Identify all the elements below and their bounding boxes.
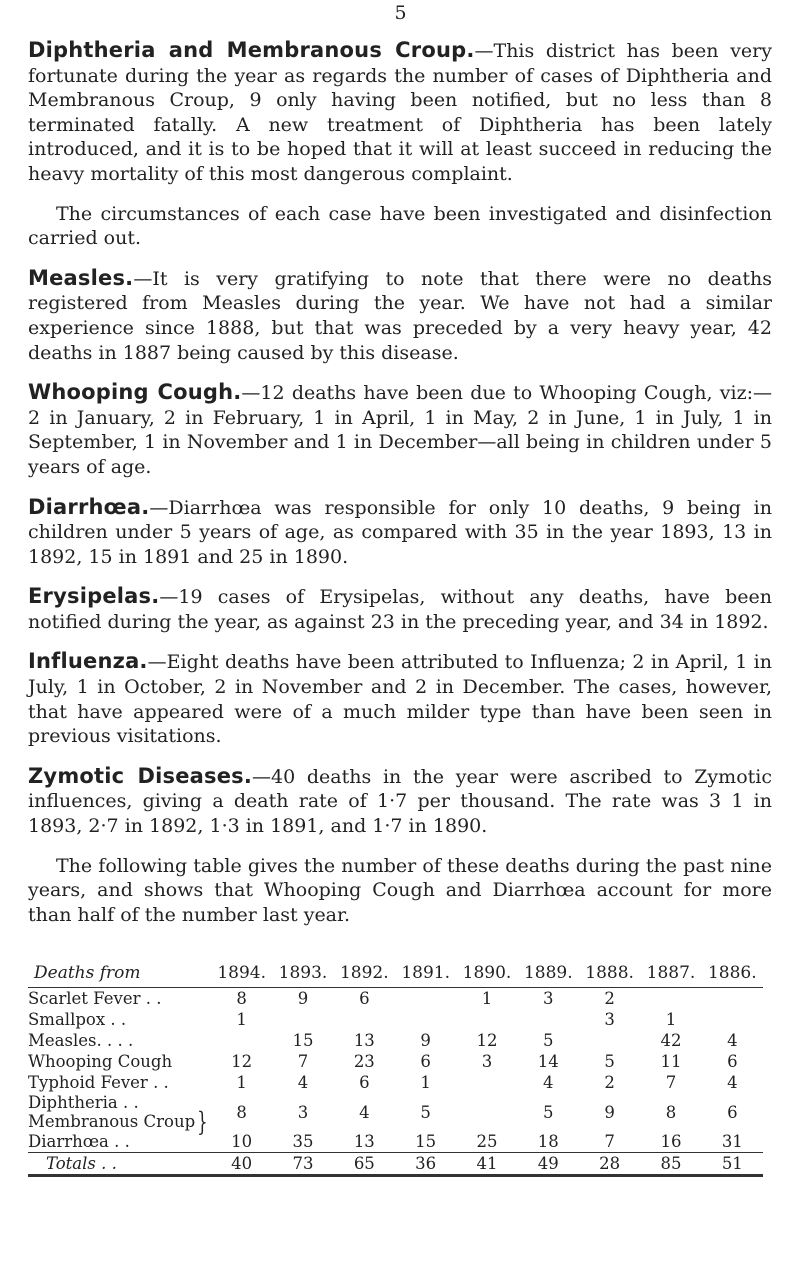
year-header: 1894.: [211, 963, 272, 988]
influenza-text: —Eight deaths have been attributed to Influenza; 2 in April, 1 in July, 1 in October, 2 in November and 2 in December. The cases, however, that have appeared were of a much milder type than have been seen in previous visitations.: [28, 651, 772, 748]
table-cell: [395, 988, 456, 1010]
table-cell: [640, 988, 701, 1010]
table-row: [28, 1072, 763, 1093]
table-cell: 4: [297, 1073, 309, 1093]
table-cell: 1: [665, 1010, 677, 1030]
year-header: 1889.: [518, 963, 579, 988]
table-cell: [702, 1009, 763, 1030]
totals-cell: 85: [640, 1153, 701, 1176]
table-cell: 7: [604, 1132, 615, 1152]
year-header: 1892.: [334, 963, 395, 988]
table-cell: 15: [292, 1031, 314, 1051]
table-cell: 3: [543, 989, 554, 1009]
influenza-paragraph: [28, 649, 772, 748]
table-cell: 13: [353, 1031, 375, 1051]
table-cell: [518, 1009, 579, 1030]
table-cell: 2: [604, 989, 615, 1009]
erysipelas-heading: Erysipelas.: [28, 584, 160, 609]
zymotic-heading: Zymotic Diseases.: [28, 763, 253, 788]
measles-paragraph: [28, 266, 772, 365]
year-header: 1886.: [702, 963, 763, 988]
table-cell: 9: [604, 1102, 615, 1122]
table-cell: 35: [292, 1132, 314, 1152]
table-cell: 6: [727, 1102, 738, 1122]
row-label: Smallpox . .: [28, 1010, 127, 1030]
row-label: Measles. . . .: [28, 1031, 134, 1051]
table-cell: 3: [604, 1010, 615, 1030]
row-label: Typhoid Fever . .: [28, 1073, 169, 1093]
erysipelas-text: —19 cases of Erysipelas, without any deaths, have been notified during the year, as against 23 in the preceding year, and 34 in 1892.: [28, 586, 772, 633]
table-cell: 5: [543, 1031, 554, 1051]
totals-cell: 41: [456, 1153, 517, 1176]
table-cell: 8: [665, 1102, 677, 1122]
totals-cell: 73: [272, 1153, 333, 1176]
table-cell: [456, 1093, 517, 1131]
row-label: Whooping Cough: [28, 1052, 173, 1072]
table-cell: [272, 1009, 333, 1030]
table-cell: 13: [353, 1132, 375, 1152]
table-intro-paragraph: The following table gives the number of these deaths during the past nine years, and shows that Whooping Cough and Diarrhœa account for more than half of the number last year.: [28, 854, 772, 926]
table-cell: 6: [727, 1052, 738, 1072]
page-number: 5: [394, 2, 407, 24]
investigation-paragraph: The circumstances of each case have been investigated and disinfection carried out.: [28, 202, 772, 250]
table-cell: 12: [476, 1031, 498, 1051]
table-cell: [579, 1030, 640, 1051]
year-header: 1888.: [579, 963, 640, 988]
table-cell: 1: [236, 1073, 247, 1093]
table-cell: 6: [420, 1052, 431, 1072]
table-cell: 25: [476, 1132, 498, 1152]
table-cell: 4: [543, 1073, 554, 1093]
table-row: [28, 1009, 763, 1030]
table-cell: 6: [359, 989, 370, 1009]
table-row: [28, 1093, 763, 1131]
table-cell: 1: [481, 989, 493, 1009]
row-label: Diarrhœa . .: [28, 1132, 130, 1152]
table-cell: 5: [604, 1052, 615, 1072]
table-cell: [395, 1009, 456, 1030]
table-cell: 18: [537, 1132, 559, 1152]
totals-cell: 28: [579, 1153, 640, 1176]
zymotic-paragraph: [28, 764, 772, 839]
totals-label: Totals . .: [28, 1153, 211, 1176]
table-cell: 3: [297, 1102, 309, 1122]
table-cell: 5: [420, 1102, 431, 1122]
totals-cell: 40: [211, 1153, 272, 1176]
table-cell: 3: [481, 1052, 493, 1072]
table-row: [28, 1030, 763, 1051]
measles-heading: Measles.: [28, 265, 134, 290]
table-cell: 23: [353, 1052, 375, 1072]
erysipelas-paragraph: [28, 584, 772, 634]
brace-icon: }: [197, 1106, 208, 1138]
table-cell: [456, 1009, 517, 1030]
row-label-text: Membranous Croup: [28, 1112, 196, 1132]
table-cell: 9: [297, 989, 309, 1009]
table-cell: 12: [231, 1052, 253, 1072]
whooping-cough-heading: Whooping Cough.: [28, 380, 242, 405]
row-label: [28, 1093, 211, 1138]
table-cell: 1: [236, 1010, 247, 1030]
totals-cell: 65: [334, 1153, 395, 1176]
measles-text: —It is very gratifying to note that there were no deaths registered from Measles during the year. We have not had a similar experience since 1888, but that was preceded by a very heavy year, 42 deaths in 1887 being caused by this disease.: [28, 267, 772, 364]
diphtheria-paragraph: [28, 38, 772, 187]
diarrhoea-heading: Diarrhœa.: [28, 494, 150, 519]
table-cell: 11: [660, 1052, 682, 1072]
deaths-table: [28, 963, 763, 1177]
table-cell: 42: [660, 1031, 682, 1051]
table-cell: 5: [543, 1102, 554, 1122]
row-label-text: Diphtheria . .: [28, 1093, 139, 1113]
year-header: 1893.: [272, 963, 333, 988]
table-cell: 4: [727, 1073, 738, 1093]
table-cell: [211, 1030, 272, 1051]
diphtheria-heading: Diphtheria and Membranous Croup.: [28, 38, 475, 62]
diphtheria-text: —This district has been very fortunate during the year as regards the number of cases of Diphtheria and Membranous Croup, 9 only having been notified, but no less than 8 terminated fatally. A new treatment of Diphtheria has been lately introduced, and it is to be hoped that it will at least succeed in reducing the heavy mortality of this most dangerous complaint.: [28, 40, 772, 185]
table-cell: 10: [231, 1132, 253, 1152]
diarrhoea-text: —Diarrhœa was responsible for only 10 deaths, 9 being in children under 5 years of age, as compared with 35 in the year 1893, 13 in 1892, 15 in 1891 and 25 in 1890.: [28, 496, 772, 568]
table-cell: 8: [236, 989, 247, 1009]
table-cell: [334, 1009, 395, 1030]
table-cell: 1: [420, 1073, 431, 1093]
table-cell: 2: [604, 1073, 615, 1093]
year-header: 1891.: [395, 963, 456, 988]
table-cell: 4: [359, 1102, 370, 1122]
totals-row: [28, 1153, 763, 1176]
table-row: [28, 1051, 763, 1072]
table-cell: 15: [415, 1132, 437, 1152]
row-label: Scarlet Fever . .: [28, 989, 162, 1009]
totals-cell: 51: [702, 1153, 763, 1176]
table-row: [28, 1131, 763, 1153]
page-body: [28, 38, 772, 1177]
table-cell: 7: [297, 1052, 309, 1072]
totals-cell: 36: [395, 1153, 456, 1176]
influenza-heading: Influenza.: [28, 649, 148, 674]
table-cell: 31: [721, 1132, 743, 1152]
table-cell: 16: [660, 1132, 682, 1152]
table-cell: 14: [537, 1052, 559, 1072]
whooping-cough-paragraph: [28, 380, 772, 479]
table-cell: [702, 988, 763, 1010]
table-cell: 8: [236, 1102, 247, 1122]
table-cell: 7: [665, 1073, 677, 1093]
zymotic-text: —40 deaths in the year were ascribed to Zymotic influences, giving a death rate of 1·7 per thousand. The rate was 3 1 in 1893, 2·7 in 1892, 1·3 in 1891, and 1·7 in 1890.: [28, 765, 772, 838]
table-cell: 4: [727, 1031, 738, 1051]
table-row: [28, 988, 763, 1010]
year-header: 1890.: [456, 963, 517, 988]
table-cell: 9: [420, 1031, 431, 1051]
table-header-label: Deaths from: [28, 963, 211, 988]
table-cell: [456, 1072, 517, 1093]
table-header-row: [28, 963, 763, 988]
totals-cell: 49: [518, 1153, 579, 1176]
whooping-cough-text: —12 deaths have been due to Whooping Cough, viz:—2 in January, 2 in February, 1 in April, 1 in May, 2 in June, 1 in July, 1 in September, 1 in November and 1 in December—all being in children under 5 years of age.: [28, 382, 772, 478]
year-header: 1887.: [640, 963, 701, 988]
diarrhoea-paragraph: [28, 495, 772, 570]
table-cell: 6: [359, 1073, 370, 1093]
